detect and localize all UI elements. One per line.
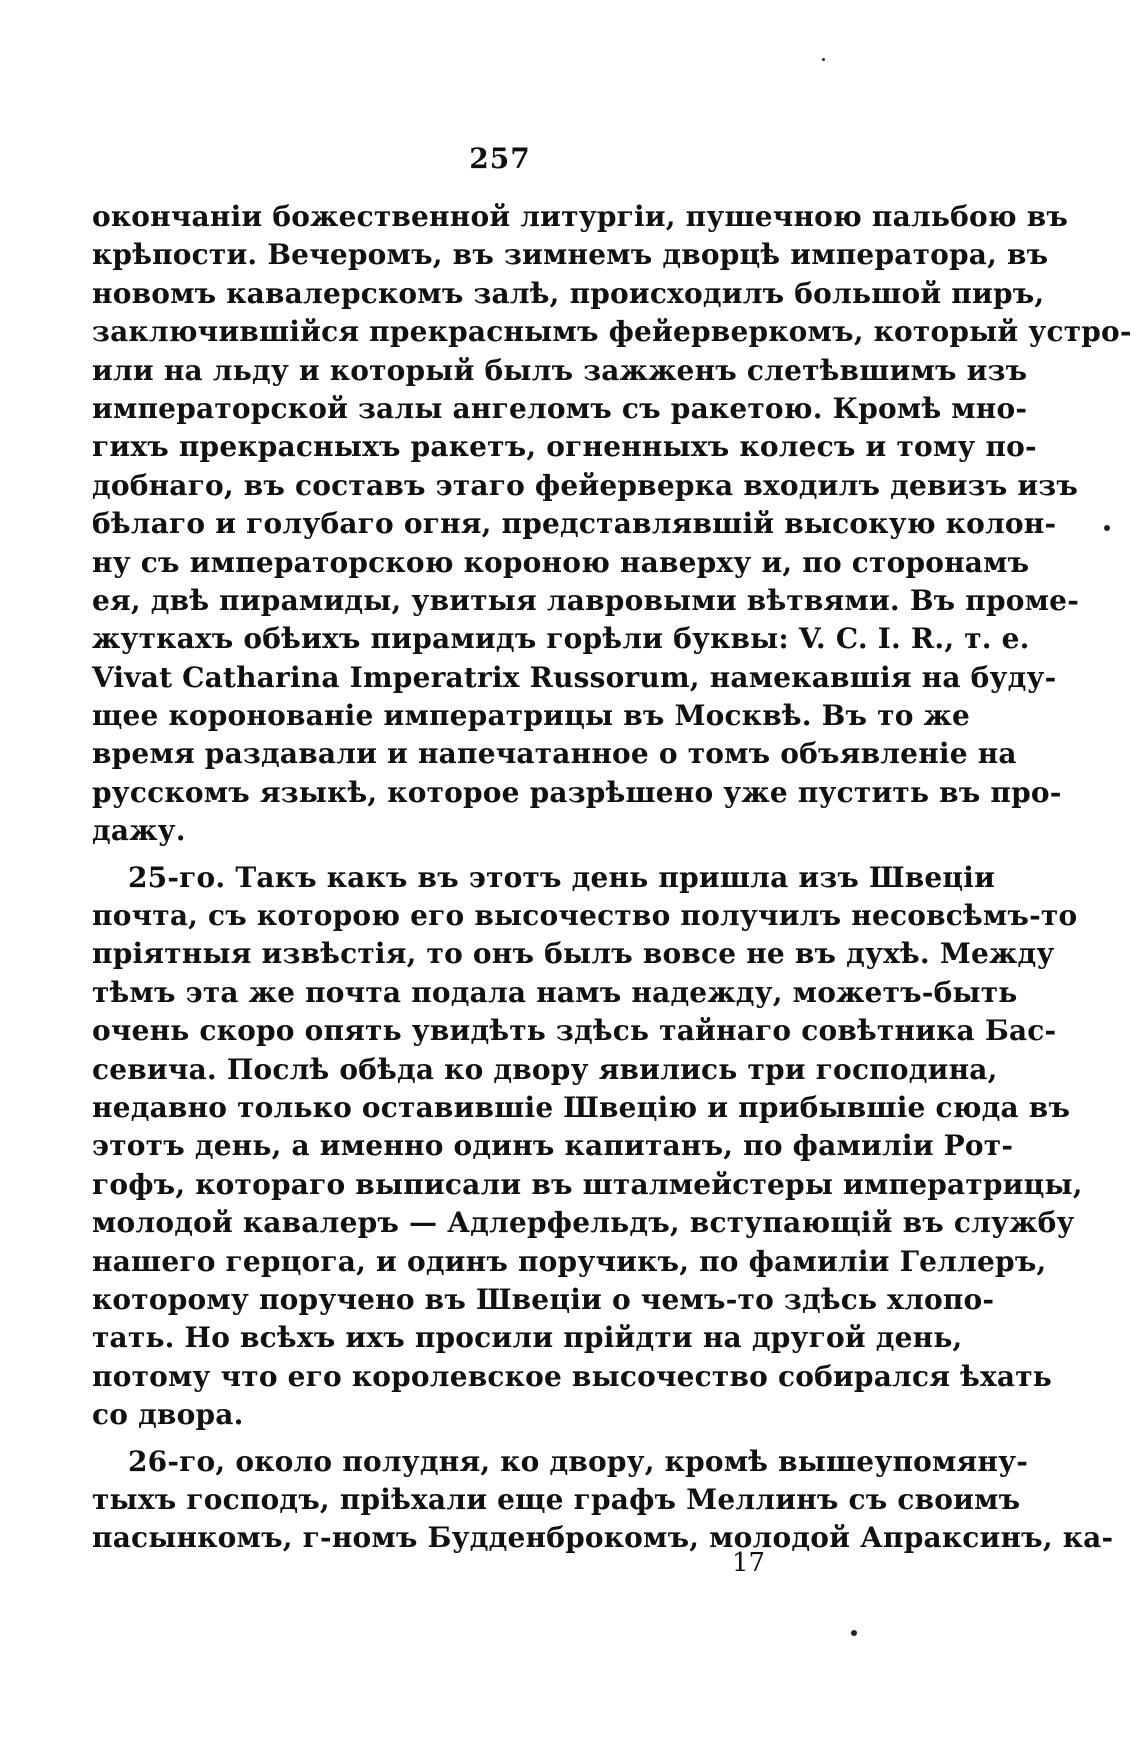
ink-speck <box>822 58 825 61</box>
text-line: новомъ кавалерскомъ залѣ, происходилъ большой пиръ, <box>92 276 1045 310</box>
text-line: щее коронованіе императрицы въ Москвѣ. Въ то же <box>92 699 971 733</box>
text-line: время раздавали и напечатанное о томъ объявленіе на <box>92 737 1017 771</box>
text-line: Vivat Catharina Imperatrix Russorum, намекавшія на буду- <box>92 660 1057 694</box>
text-line: тѣмъ эта же почта подала намъ надежду, можетъ-быть <box>92 975 1018 1009</box>
paragraph-gap <box>92 851 912 859</box>
text-line: ея, двѣ пирамиды, увитыя лавровыми вѣтвями. Въ проме- <box>92 583 1080 617</box>
text-line: 26-го, около полудня, ко двору, кромѣ вышеупомяну- <box>128 1444 1029 1478</box>
text-line: ну съ императорскою короною наверху и, по сторонамъ <box>92 545 1030 579</box>
page-number: 257 <box>469 142 531 175</box>
text-line: тать. Но всѣхъ ихъ просили прійдти на другой день, <box>92 1321 963 1355</box>
text-line: со двора. <box>92 1398 244 1432</box>
text-line: гихъ прекрасныхъ ракетъ, огненныхъ колесъ и тому по- <box>92 430 1037 464</box>
text-line: императорской залы ангеломъ съ ракетою. Кромѣ мно- <box>92 391 1028 425</box>
text-line: окончаніи божественной литургіи, пушечною пальбою въ <box>92 200 1069 233</box>
text-line: добнаго, въ составъ этаго фейерверка входилъ девизъ изъ <box>92 468 1079 502</box>
signature-mark: 17 <box>732 1548 766 1578</box>
text-line: недавно только оставившіе Швецію и прибывшіе сюда въ <box>92 1090 1071 1124</box>
ink-speck <box>1104 525 1110 531</box>
text-line: этотъ день, а именно одинъ капитанъ, по фамиліи Рот- <box>92 1129 1014 1163</box>
text-line: бѣлаго и голубаго огня, представлявшій высокую колон- <box>92 507 1057 541</box>
body-text <box>92 198 1132 1558</box>
text-line: русскомъ языкѣ, которое разрѣшено уже пустить въ про- <box>92 775 1062 809</box>
text-line: 25-го. Такъ какъ въ этотъ день пришла изъ Швеціи <box>128 860 996 894</box>
text-line: севича. Послѣ обѣда ко двору явились три господина, <box>92 1052 998 1086</box>
text-line: потому что его королевское высочество собирался ѣхать <box>92 1359 1052 1393</box>
text-line: крѣпости. Вечеромъ, въ зимнемъ дворцѣ императора, въ <box>92 238 1049 272</box>
text-line: нашего герцога, и одинъ поручикъ, по фамиліи Геллеръ, <box>92 1244 1047 1278</box>
text-line: почта, съ которою его высочество получилъ несовсѣмъ-то <box>92 899 1078 933</box>
text-line: очень скоро опять увидѣть здѣсь тайнаго совѣтника Бас- <box>92 1014 1057 1048</box>
text-line: пасынкомъ, г-номъ Будденброкомъ, молодой Апраксинъ, ка- <box>92 1521 1114 1555</box>
text-line: жуткахъ обѣихъ пирамидъ горѣли буквы: V. C. I. R., т. е. <box>92 622 1030 656</box>
text-line: или на льду и который былъ зажженъ слетѣвшимъ изъ <box>92 353 1028 387</box>
text-line: молодой кавалеръ — Адлерфельдъ, вступающій въ службу <box>92 1206 1075 1240</box>
ink-speck <box>851 1630 857 1636</box>
text-line: дажу. <box>92 814 186 848</box>
text-line: гофъ, котораго выписали въ шталмейстеры императрицы, <box>92 1167 1083 1201</box>
paragraph-gap <box>92 1435 912 1443</box>
text-line: пріятныя извѣстія, то онъ былъ вовсе не въ духѣ. Между <box>92 937 1055 971</box>
text-line: заключившійся прекраснымъ фейерверкомъ, который устро- <box>92 315 1132 349</box>
text-line: которому поручено въ Швеціи о чемъ-то здѣсь хлопо- <box>92 1282 995 1316</box>
text-line: тыхъ господъ, пріѣхали еще графъ Меллинъ съ своимъ <box>92 1482 1021 1516</box>
